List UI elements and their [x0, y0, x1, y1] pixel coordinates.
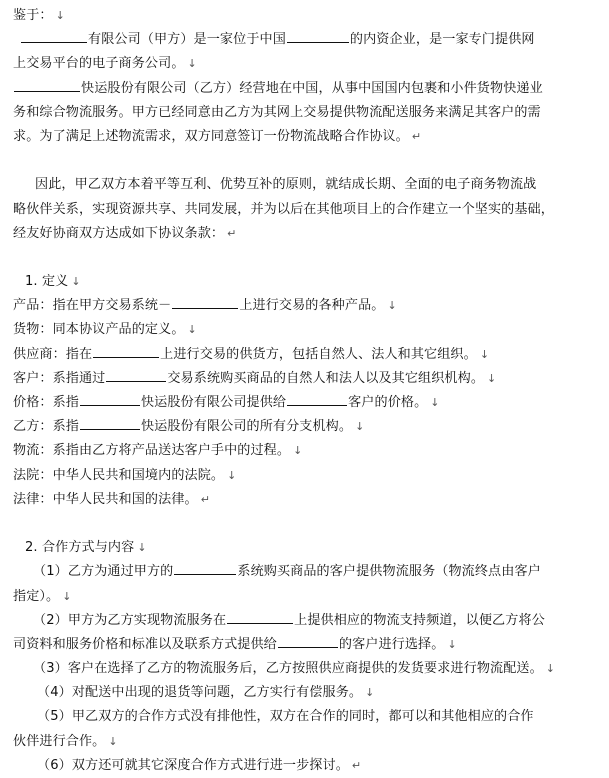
blank-customer-target[interactable] — [278, 637, 338, 648]
item-2-text-c: 司资料和服务价格和标准以及联系方式提供给 — [13, 636, 277, 652]
definition-price-text-a: 价格：系指 — [13, 395, 79, 410]
section-2-title-text: 2. 合作方式与内容 — [25, 540, 135, 556]
item-4-text: （4）对配送中出现的退货等问题，乙方实行有偿服务。 — [37, 685, 363, 701]
whereas-line — [13, 4, 599, 28]
principle-text-2: 略伙伴关系，实现资源共享、共同发展，并为以后在其他项目上的合作建立一个坚实的基础， — [13, 201, 554, 217]
line-break-mark: ↓ — [187, 57, 197, 71]
line-break-mark: ↓ — [108, 734, 118, 748]
item-6 — [13, 754, 599, 778]
item-5-text-b: 伙伴进行合作。 — [13, 733, 106, 749]
line-break-mark: ↓ — [71, 275, 81, 289]
item-1-text-c: 指定）。 — [13, 588, 60, 604]
paragraph-mark: ↵ — [227, 226, 237, 240]
paragraph-mark: ↵ — [200, 492, 211, 506]
item-2-text-b: 上提供相应的物流支持频道，以便乙方将公 — [294, 612, 545, 628]
line-break-mark: ↓ — [55, 9, 65, 22]
blank-trading-system[interactable] — [172, 298, 238, 309]
blank-price-company[interactable] — [80, 395, 140, 406]
blank-location[interactable] — [287, 32, 349, 43]
blank-purchase-system[interactable] — [174, 564, 236, 575]
item-1-text-a: （1）乙方为通过甲方的 — [33, 564, 174, 580]
definition-party-b-text-b: 快运股份有限公司的所有分支机构。 — [140, 419, 353, 435]
line-break-mark: ↓ — [365, 686, 375, 700]
blank-price-target[interactable] — [287, 395, 347, 406]
item-2-text-a: （2）甲方为乙方实现物流服务在 — [33, 612, 227, 628]
line-break-mark: ↓ — [479, 347, 490, 361]
paragraph-mark: ↵ — [351, 758, 362, 772]
intro-line-3 — [13, 77, 599, 101]
intro-line-2 — [13, 52, 599, 76]
definition-party-b — [13, 415, 599, 439]
definition-customer-text-b: 交易系统购买商品的自然人和法人以及其它组织机构。 — [167, 370, 485, 386]
blank-party-b-company[interactable] — [80, 419, 140, 430]
item-2-line-1 — [13, 609, 599, 633]
item-6-text: （6）双方还可就其它深度合作方式进行进一步探讨。 — [37, 757, 349, 773]
intro-text-3: 快运股份有限公司（乙方）经营地在中国，从事中国国内包裹和小件货物快递业 — [81, 80, 543, 96]
blank-supplier-platform[interactable] — [93, 347, 159, 358]
item-2-text-d: 的客户进行选择。 — [338, 636, 445, 652]
definition-court-text: 法院：中华人民共和国境内的法院。 — [13, 467, 225, 483]
line-break-mark: ↓ — [227, 468, 237, 482]
definition-supplier-text-a: 供应商：指在 — [13, 346, 93, 362]
principle-text-3: 经友好协商双方达成如下协议条款： — [13, 225, 225, 241]
whereas-heading: 鉴于： — [13, 8, 53, 23]
definition-price-text-b: 快运股份有限公司提供给 — [140, 395, 287, 410]
line-break-mark: ↓ — [545, 662, 556, 676]
line-break-mark: ↓ — [137, 541, 147, 555]
item-5-line-2 — [13, 730, 599, 754]
definition-price-text-c: 客户的价格。 — [348, 395, 428, 410]
paragraph-mark: ↵ — [411, 129, 422, 143]
item-2-line-2 — [13, 633, 599, 657]
definition-product-text-a: 产品：指在甲方交易系统－ — [13, 298, 172, 314]
section-1-title-text: 1. 定义 — [25, 274, 69, 290]
principle-line-2 — [13, 198, 599, 222]
line-break-mark: ↓ — [387, 299, 397, 313]
line-break-mark: ↓ — [487, 371, 497, 385]
intro-text-1b: 的内资企业，是一家专门提供网 — [349, 32, 535, 48]
line-break-mark: ↓ — [430, 396, 440, 409]
principle-line-3 — [13, 222, 599, 246]
blank-party-b-name[interactable] — [14, 81, 80, 92]
definition-court — [13, 464, 599, 488]
intro-line-4 — [13, 101, 599, 125]
item-3 — [13, 657, 599, 681]
definition-product-text-b: 上进行交易的各种产品。 — [239, 298, 385, 314]
definition-supplier-text-b: 上进行交易的供货方，包括自然人、法人和其它组织。 — [160, 346, 477, 362]
item-5-line-1 — [13, 705, 599, 729]
line-break-mark: ↓ — [355, 420, 365, 434]
definition-customer-text-a: 客户：系指通过 — [13, 370, 106, 386]
intro-line-1 — [13, 28, 599, 52]
intro-text-5: 求。为了满足上述物流需求，双方同意签订一份物流战略合作协议。 — [13, 128, 409, 144]
blank-support-channel[interactable] — [227, 613, 293, 624]
intro-text-1a: 有限公司（甲方）是一家位于中国 — [88, 32, 286, 48]
paragraph-gap — [13, 512, 599, 536]
item-3-text: （3）客户在选择了乙方的物流服务后，乙方按照供应商提供的发货要求进行物流配送。 — [33, 661, 543, 677]
definition-price — [13, 391, 599, 415]
principle-line-1 — [13, 173, 599, 197]
blank-party-a-name[interactable] — [21, 32, 87, 43]
line-break-mark: ↓ — [62, 589, 72, 603]
definition-law — [13, 488, 599, 512]
section-2-title — [13, 536, 599, 560]
item-1-line-2 — [13, 585, 599, 609]
definition-customer — [13, 367, 599, 391]
item-1-line-1 — [13, 560, 599, 584]
intro-text-4: 务和综合物流服务。甲方已经同意由乙方为其网上交易提供物流配送服务来满足其客户的需 — [13, 104, 541, 120]
item-1-text-b: 系统购买商品的客户提供物流服务（物流终点由客户 — [237, 564, 541, 580]
definition-logistics — [13, 439, 599, 463]
definition-goods — [13, 318, 599, 342]
item-5-text-a: （5）甲乙双方的合作方式没有排他性，双方在合作的同时，都可以和其他相应的合作 — [37, 709, 534, 725]
intro-text-2: 上交易平台的电子商务公司。 — [13, 56, 185, 72]
principle-text-1: 因此，甲乙双方本着平等互利、优势互补的原则，就结成长期、全面的电子商务物流战 — [35, 177, 537, 193]
item-4 — [13, 681, 599, 705]
line-break-mark: ↓ — [293, 444, 303, 458]
definition-law-text: 法律：中华人民共和国的法律。 — [13, 491, 198, 507]
blank-customer-system[interactable] — [106, 371, 166, 382]
paragraph-gap — [13, 246, 599, 270]
line-break-mark: ↓ — [447, 637, 457, 651]
definition-supplier — [13, 343, 599, 367]
definition-product — [13, 294, 599, 318]
definition-goods-text: 货物：同本协议产品的定义。 — [13, 322, 185, 338]
section-1-title — [13, 270, 599, 294]
line-break-mark: ↓ — [187, 323, 197, 337]
definition-party-b-text-a: 乙方：系指 — [13, 419, 79, 435]
intro-line-5 — [13, 125, 599, 149]
paragraph-gap — [13, 149, 599, 173]
definition-logistics-text: 物流：系指由乙方将产品送达客户手中的过程。 — [13, 443, 291, 459]
